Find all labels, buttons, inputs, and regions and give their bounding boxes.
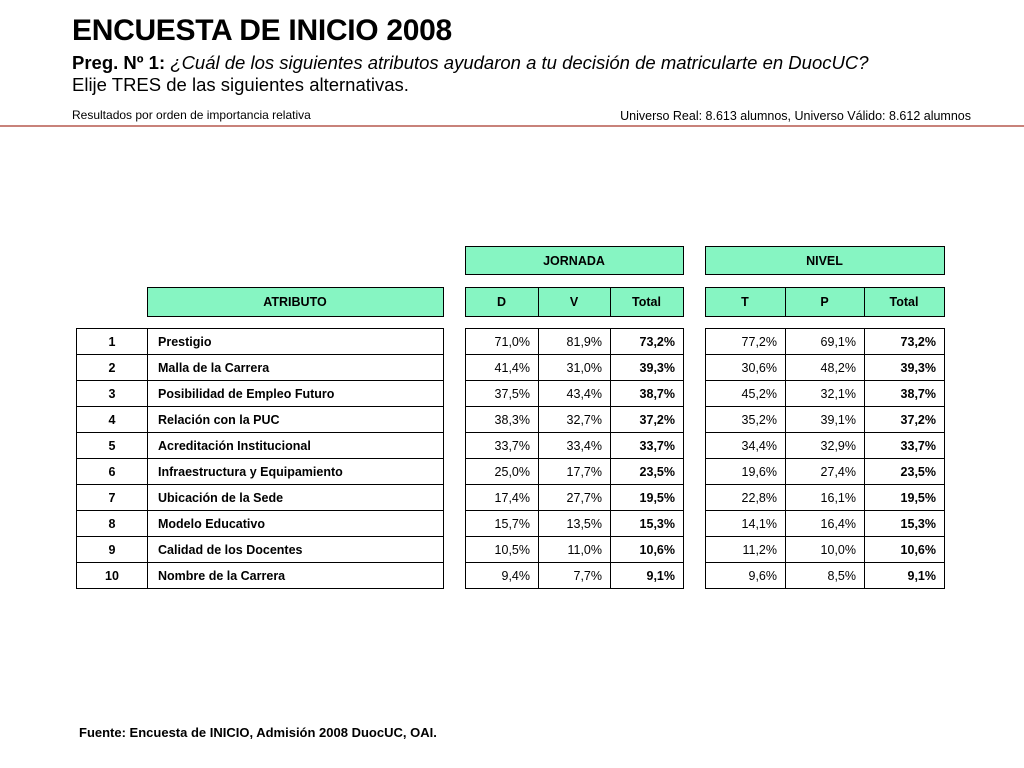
value-d: 9,4% — [466, 563, 539, 589]
header-atributo: ATRIBUTO — [147, 288, 443, 317]
value-total-nivel: 10,6% — [865, 537, 945, 563]
table-row — [77, 381, 945, 407]
value-p: 32,1% — [786, 381, 865, 407]
attribute-cell: Infraestructura y Equipamiento — [148, 459, 444, 485]
value-t: 9,6% — [706, 563, 786, 589]
rank-cell: 7 — [77, 485, 148, 511]
table-row — [77, 433, 945, 459]
value-p: 16,1% — [786, 485, 865, 511]
table-row — [77, 459, 945, 485]
value-d: 33,7% — [466, 433, 539, 459]
rank-cell: 9 — [77, 537, 148, 563]
instruction-text: Elije TRES de las siguientes alternativas. — [72, 74, 409, 95]
attribute-cell: Posibilidad de Empleo Futuro — [148, 381, 444, 407]
value-total-jornada: 39,3% — [611, 355, 684, 381]
question-text: ¿Cuál de los siguientes atributos ayudaron a tu decisión de matricularte en DuocUC? — [170, 52, 869, 73]
column-header-row — [76, 287, 945, 317]
attribute-cell: Modelo Educativo — [148, 511, 444, 537]
value-t: 35,2% — [706, 407, 786, 433]
value-v: 7,7% — [539, 563, 611, 589]
value-d: 15,7% — [466, 511, 539, 537]
question-label: Preg. Nº 1: — [72, 52, 166, 73]
value-p: 48,2% — [786, 355, 865, 381]
value-total-nivel: 9,1% — [865, 563, 945, 589]
value-p: 8,5% — [786, 563, 865, 589]
value-p: 10,0% — [786, 537, 865, 563]
value-v: 31,0% — [539, 355, 611, 381]
value-t: 45,2% — [706, 381, 786, 407]
value-t: 77,2% — [706, 329, 786, 355]
attribute-cell: Nombre de la Carrera — [148, 563, 444, 589]
header-total-nivel: Total — [864, 288, 944, 317]
value-total-jornada: 33,7% — [611, 433, 684, 459]
table-row — [77, 563, 945, 589]
table-row — [77, 485, 945, 511]
value-total-jornada: 19,5% — [611, 485, 684, 511]
value-total-jornada: 9,1% — [611, 563, 684, 589]
value-total-jornada: 37,2% — [611, 407, 684, 433]
value-total-nivel: 39,3% — [865, 355, 945, 381]
universe-note: Universo Real: 8.613 alumnos, Universo Válido: 8.612 alumnos — [620, 109, 971, 123]
header-t: T — [705, 288, 785, 317]
value-v: 33,4% — [539, 433, 611, 459]
rank-cell: 5 — [77, 433, 148, 459]
rank-cell: 8 — [77, 511, 148, 537]
table-row — [77, 511, 945, 537]
value-t: 14,1% — [706, 511, 786, 537]
value-v: 11,0% — [539, 537, 611, 563]
attribute-cell: Relación con la PUC — [148, 407, 444, 433]
value-total-nivel: 23,5% — [865, 459, 945, 485]
header-p: P — [785, 288, 864, 317]
value-p: 16,4% — [786, 511, 865, 537]
value-p: 39,1% — [786, 407, 865, 433]
value-d: 25,0% — [466, 459, 539, 485]
group-header-row — [76, 246, 945, 275]
value-t: 30,6% — [706, 355, 786, 381]
rank-cell: 4 — [77, 407, 148, 433]
attribute-cell: Malla de la Carrera — [148, 355, 444, 381]
table-row — [77, 355, 945, 381]
value-t: 34,4% — [706, 433, 786, 459]
value-total-jornada: 10,6% — [611, 537, 684, 563]
attribute-cell: Calidad de los Docentes — [148, 537, 444, 563]
value-d: 38,3% — [466, 407, 539, 433]
header-divider — [0, 125, 1024, 127]
value-d: 17,4% — [466, 485, 539, 511]
value-t: 22,8% — [706, 485, 786, 511]
value-p: 32,9% — [786, 433, 865, 459]
question-block — [72, 52, 972, 96]
table-row — [77, 329, 945, 355]
group-nivel: NIVEL — [705, 247, 944, 275]
value-total-jornada: 15,3% — [611, 511, 684, 537]
table-row — [77, 537, 945, 563]
rank-cell: 2 — [77, 355, 148, 381]
rank-cell: 10 — [77, 563, 148, 589]
attribute-cell: Acreditación Institucional — [148, 433, 444, 459]
rank-cell: 3 — [77, 381, 148, 407]
value-total-jornada: 23,5% — [611, 459, 684, 485]
value-total-nivel: 15,3% — [865, 511, 945, 537]
header-v: V — [538, 288, 610, 317]
value-total-nivel: 37,2% — [865, 407, 945, 433]
rank-cell: 1 — [77, 329, 148, 355]
value-d: 41,4% — [466, 355, 539, 381]
value-d: 37,5% — [466, 381, 539, 407]
group-jornada: JORNADA — [465, 247, 683, 275]
page-title: ENCUESTA DE INICIO 2008 — [72, 14, 452, 47]
table-row — [77, 407, 945, 433]
value-total-nivel: 73,2% — [865, 329, 945, 355]
header-d: D — [465, 288, 538, 317]
value-p: 27,4% — [786, 459, 865, 485]
value-total-nivel: 33,7% — [865, 433, 945, 459]
value-p: 69,1% — [786, 329, 865, 355]
value-total-nivel: 19,5% — [865, 485, 945, 511]
value-total-nivel: 38,7% — [865, 381, 945, 407]
source-note: Fuente: Encuesta de INICIO, Admisión 2008 DuocUC, OAI. — [79, 725, 437, 740]
value-v: 27,7% — [539, 485, 611, 511]
value-d: 71,0% — [466, 329, 539, 355]
rank-cell: 6 — [77, 459, 148, 485]
results-table — [76, 328, 945, 589]
subtitle-left: Resultados por orden de importancia relativa — [72, 108, 311, 122]
value-t: 19,6% — [706, 459, 786, 485]
value-v: 17,7% — [539, 459, 611, 485]
value-v: 13,5% — [539, 511, 611, 537]
value-t: 11,2% — [706, 537, 786, 563]
attribute-cell: Ubicación de la Sede — [148, 485, 444, 511]
value-d: 10,5% — [466, 537, 539, 563]
value-total-jornada: 38,7% — [611, 381, 684, 407]
value-total-jornada: 73,2% — [611, 329, 684, 355]
value-v: 32,7% — [539, 407, 611, 433]
value-v: 43,4% — [539, 381, 611, 407]
header-total-jornada: Total — [610, 288, 683, 317]
value-v: 81,9% — [539, 329, 611, 355]
attribute-cell: Prestigio — [148, 329, 444, 355]
